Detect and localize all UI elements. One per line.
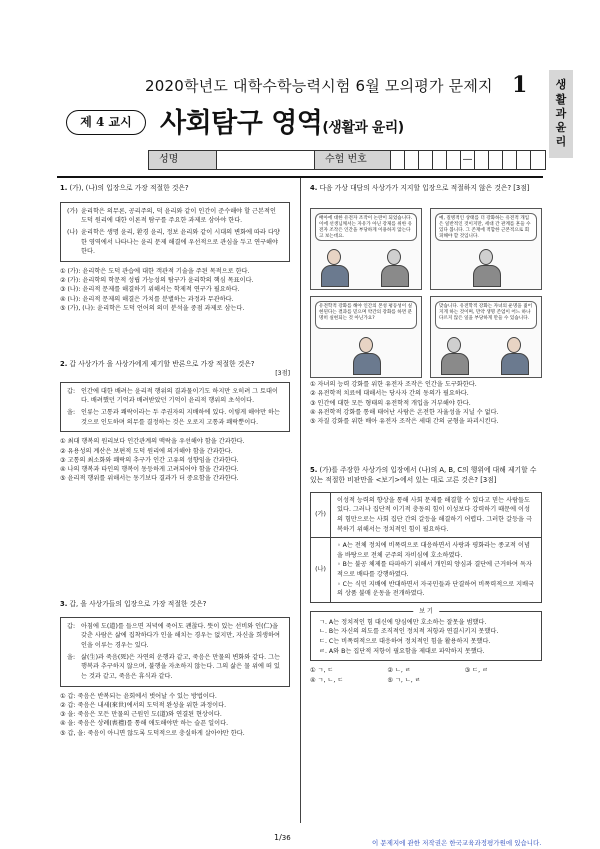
q3-passage-box [60, 617, 290, 687]
exam-number-cell[interactable] [475, 151, 489, 169]
q3-stem-text: 갑, 을 사상가들의 입장으로 가장 적절한 것은? [69, 600, 207, 608]
q2-passage-gap [67, 387, 283, 406]
exam-number-label: 수험 번호 [315, 151, 391, 169]
footer-page-indicator [274, 832, 291, 844]
passage-label: 을: [67, 409, 76, 417]
q5-option[interactable]: ③ ㄷ, ㄹ [464, 667, 489, 675]
side-tab-char: 활 [555, 92, 567, 106]
q5-score: [3점] [480, 475, 497, 484]
name-label: 성명 [149, 151, 217, 169]
passage-label: 갑: [67, 622, 76, 630]
candidate-info-row [148, 150, 546, 170]
passage-text: 아침에 도(道)를 들으면 저녁에 죽어도 괜찮다. 뜻이 있는 선비와 인(仁)을 갖춘 사람은 삶에 집착하다가 인을 해치는 경우는 없지만, 자신을 희생하여 인을 이루는 경우는 있다. [81, 622, 280, 650]
row-label: (나) [311, 538, 331, 602]
q3-option[interactable]: ⑤ 갑, 을: 죽음이 아니면 않도록 도덕적으로 충실하게 살아야만 한다. [60, 729, 245, 737]
q3-option[interactable]: ③ 을: 죽음은 모든 만물의 근원인 도(道)와 연결된 현상이다. [60, 711, 222, 719]
q5-option[interactable]: ⑤ ㄱ, ㄴ, ㄹ [387, 677, 421, 685]
q1-stem-text: (가), (나)의 입장으로 가장 적절한 것은? [69, 184, 189, 192]
page-number: 1 [512, 72, 528, 98]
torso-icon [473, 265, 501, 287]
subject-main: 사회탐구 영역 [160, 108, 323, 139]
exam-number-cell[interactable] [405, 151, 419, 169]
torso-icon [321, 265, 349, 287]
head-icon [387, 249, 401, 265]
q1-options [60, 267, 290, 313]
head-icon [447, 337, 461, 353]
q2-stem-text: 갑 사상가가 을 사상가에게 제기할 반론으로 가장 적절한 것은? [69, 360, 255, 368]
comic-panel-2 [430, 208, 542, 290]
na-item: ◦ B는 불공 체제를 타파하기 위해서 개인의 양심과 결단에 근거하여 독자적으로 배타를 강행하였다. [337, 561, 532, 578]
question-1 [60, 184, 290, 313]
q1-option[interactable]: ⑤ (가), (나): 윤리학은 도덕 언어의 의미 분석을 중점 과제로 삼는다. [60, 305, 245, 313]
row-text: 이성적 능력의 향상을 통해 사회 문제를 해결할 수 있다고 믿는 사람들도 있다. 그러나 집단적 이기적 충동의 힘이 이성보다 강력하기 때문에 이성의 힘만으로는 사회 집단 간의 갈등을 해결하기 어렵다. 그러한 갈등을 극복하기 위해서는 정치적인 힘이 필요하다. [337, 496, 532, 533]
side-tab-char: 윤 [555, 121, 567, 135]
passage-text: 인간에 대한 배려는 윤리적 행위의 결과물이기도 하지만 오히려 그 토대이다. 배려했던 기억과 배려받았던 기억이 윤리적 행위의 초석이다. [81, 387, 279, 405]
exam-number-dash: — [461, 151, 475, 169]
comic-panel-1 [310, 208, 422, 290]
bogi-item: ㄹ. A와 B는 집단적 저항이 필요함을 제대로 파악하지 못했다. [319, 647, 485, 655]
exam-title: 2020학년도 대학수학능력시험 6월 모의평가 문제지 [145, 77, 493, 95]
question-5 [310, 466, 542, 686]
q5-option[interactable]: ② ㄴ, ㄹ [387, 667, 411, 675]
name-field[interactable] [217, 151, 315, 169]
q1-stem [60, 184, 290, 194]
q3-option[interactable]: ① 갑: 죽음은 반복되는 윤회에서 벗어날 수 있는 방법이다. [60, 692, 217, 700]
head-icon [327, 249, 341, 265]
q2-stem [60, 360, 290, 370]
q5-option[interactable]: ④ ㄱ, ㄴ, ㄷ [310, 677, 344, 685]
copyright-notice: 이 문제지에 관한 저작권은 한국교육과정평가원에 있습니다. [372, 839, 542, 847]
q4-score: [3점] [513, 184, 530, 192]
exam-number-cell[interactable] [391, 151, 405, 169]
question-2 [60, 360, 290, 484]
q5-passage-table [310, 492, 542, 603]
passage-label: (나) [67, 229, 78, 237]
torso-icon [501, 353, 529, 375]
exam-number-cell[interactable] [447, 151, 461, 169]
na-item: ◦ C는 식민 지배에 반대하면서 자국민들과 단결하여 비폭력적으로 지배국의 상품 불매 운동을 전개하였다. [337, 580, 535, 598]
exam-number-cell[interactable] [489, 151, 503, 169]
footer-page: 1 [274, 833, 280, 842]
q5-number: 5. [310, 466, 318, 474]
q4-comic-strip [310, 208, 542, 378]
q3-option[interactable]: ④ 을: 죽음은 상례(喪禮)를 통해 애도해야만 하는 슬픈 일이다. [60, 720, 229, 728]
na-item: ◦ A는 전체 정치에 비폭력으로 대응하면서 사랑과 평화라는 종교적 이념을 바탕으로 전체 군주의 자비심에 호소하였다. [337, 542, 530, 559]
exam-number-cell[interactable] [503, 151, 517, 169]
exam-number-cell[interactable] [419, 151, 433, 169]
comic-panel-4 [430, 296, 542, 378]
q5-options [310, 666, 542, 686]
row-text [331, 538, 541, 602]
q3-stem [60, 600, 290, 610]
q2-option[interactable]: ④ 나의 행복과 타인의 행복이 동등하게 고려되어야 함을 간과한다. [60, 466, 239, 474]
footer-total: 36 [281, 834, 291, 842]
side-tab-char: 과 [555, 106, 567, 120]
subject-title [160, 104, 404, 143]
bogi-label: 보 기 [413, 607, 439, 616]
q4-stem-text: 다음 가상 대담의 사상가가 지지할 입장으로 적절하지 않은 것은? [319, 184, 512, 192]
side-tab-char: 리 [555, 135, 567, 149]
q5-bogi-box [310, 607, 542, 661]
q5-row-na [311, 538, 541, 602]
head-icon [359, 337, 373, 353]
speech-bubble: 배아에 대한 유전자 조작이 논란이 되었습니다. 이에 선생님께서는 자유가 아닌 강제를 위한 유전자 조작은 인간을 부당하게 이용하지 않는다고 보는데요. [315, 213, 417, 241]
q2-option[interactable]: ① 최대 행복의 원리보다 인간관계의 맥락을 우선해야 함을 간과한다. [60, 438, 245, 446]
head-icon [507, 337, 521, 353]
passage-label: 을: [67, 653, 76, 661]
q4-option[interactable]: ④ 유전학적 강화를 통해 태어난 사람은 온전한 자율성을 지닐 수 없다. [310, 408, 499, 416]
footer-slash: / [279, 833, 282, 842]
q5-option[interactable]: ① ㄱ, ㄷ [310, 667, 334, 675]
column-divider [300, 178, 301, 823]
exam-number-cell[interactable] [531, 151, 545, 169]
passage-label: 갑: [67, 387, 76, 395]
torso-icon [353, 353, 381, 375]
q2-option[interactable]: ③ 고통의 최소화와 쾌락의 추구가 인간 고유의 성향임을 간과한다. [60, 456, 239, 464]
bogi-item: ㄷ. C는 비폭력적으로 대응하여 정치적인 힘을 활용하지 못했다. [319, 638, 491, 645]
question-3 [60, 600, 290, 738]
subject-side-tab [549, 70, 573, 158]
q2-score: [3점] [275, 369, 290, 377]
q4-option[interactable]: ① 자녀의 능력 강화를 위한 유전자 조작은 인간을 도구화한다. [310, 381, 477, 388]
q5-stem-text: (가)를 주장한 사상가의 입장에서 (나)의 A, B, C의 행위에 대해 제기할 수 있는 적절한 비판만을 <보기>에서 있는 대로 고른 것은? [310, 466, 537, 484]
q1-passage-box [60, 202, 290, 262]
q3-option[interactable]: ② 갑: 죽음은 내세(來世)에서의 도덕적 완성을 위한 과정이다. [60, 701, 227, 709]
row-label: (가) [311, 493, 331, 537]
q3-passage-gap [67, 622, 283, 651]
q1-option[interactable]: ③ (나): 윤리적 문제를 해결하기 위해서는 학제적 연구가 필요하다. [60, 286, 240, 294]
q1-passage-na [67, 228, 283, 257]
speech-bubble: 예, 질병적인 상태를 더 강화하는 유전적 개입은 일반적인 것이지만, 세대 간 관계를 흔들 수 있다 봅니다. 그 존재에 적합한 근본적으로 회피해야 할 것입니다. [435, 213, 537, 241]
head-icon [479, 249, 493, 265]
bogi-item: ㄱ. A는 정치적인 힘 대신에 양심에만 호소하는 잘못을 범했다. [319, 618, 487, 626]
subject-sub: (생활과 윤리) [322, 120, 404, 136]
speech-bubble: 맞습니다. 유전학적 강화는 자녀의 운명을 짊어지게 하는 것이며, 만약 생명 존엄이 어느 하나 다르지 않은 일을 부당하게 만들 수 있습니다. [435, 301, 537, 329]
passage-text: 인류는 고통과 쾌락이라는 두 주권자의 지배하에 있다. 이렇게 해야만 하는 것으로 인도하며 의무를 결정하는 것은 오로지 고통과 쾌락뿐이다. [81, 409, 280, 426]
q4-number: 4. [310, 184, 318, 192]
q4-stem [310, 184, 542, 194]
q3-options [60, 692, 290, 738]
q4-option[interactable]: ② 유전학적 치료에 대해서는 당사자 간의 동의가 필요하다. [310, 390, 469, 398]
torso-icon [441, 353, 469, 375]
q5-stem [310, 466, 542, 486]
q2-option[interactable]: ⑤ 윤리적 행위를 위해서는 동기보다 결과가 더 중요함을 간과한다. [60, 475, 239, 483]
q1-number: 1. [60, 184, 68, 192]
q4-options [310, 380, 542, 426]
q4-option[interactable]: ⑤ 자질 강화를 위한 배아 유전자 조작은 세대 간의 균형을 파괴시킨다. [310, 418, 499, 426]
q3-passage-eul [67, 653, 283, 682]
bogi-item: ㄴ. B는 자신의 의도를 조직적인 정치적 저항과 연결시키지 못했다. [319, 628, 499, 636]
passage-label: (가) [67, 207, 78, 215]
exam-number-cell[interactable] [433, 151, 447, 169]
session-badge: 제 4 교시 [66, 110, 146, 135]
q1-option[interactable]: ④ (나): 윤리적 문제의 해결은 가치를 분별하는 과정과 무관하다. [60, 295, 234, 303]
comic-panel-3 [310, 296, 422, 378]
passage-text: 윤리학은 생명 윤리, 환경 윤리, 정보 윤리와 같이 시대의 변화에 따라 다양한 영역에서 나타나는 윤리 문제 해결에 우선적으로 관심을 두고 연구해야 한다. [81, 229, 280, 256]
exam-number-cell[interactable] [517, 151, 531, 169]
question-4 [310, 184, 542, 194]
q1-option[interactable]: ① (가): 윤리학은 도덕 관습에 대한 객관적 기술을 주된 목적으로 한다. [60, 267, 250, 275]
q4-option[interactable]: ③ 인간에 대한 모든 형태의 유전학적 개입을 거부해야 한다. [310, 399, 471, 407]
q2-passage-box [60, 382, 290, 432]
passage-text: 윤리학은 의무론, 공리주의, 덕 윤리와 같이 인간이 준수해야 할 근본적인 도덕 원리에 대한 이론적 탐구를 주요한 과제로 삼아야 한다. [81, 207, 276, 225]
speech-bubble: 유전학적 강화를 해야 인간의 본성 평등성이 실현된다는 결과를 믿으며 약간의 강화를 하면 분명히 실현되는 것 아닌가요? [315, 301, 417, 329]
q2-passage-eul [67, 408, 283, 427]
q1-option[interactable]: ② (가): 윤리학의 학문적 성립 가능성의 탐구가 윤리학의 핵심 목표이다. [60, 277, 254, 285]
q2-option[interactable]: ② 유용성의 계산은 보편적 도덕 원리에 의거해야 함을 간과한다. [60, 447, 233, 455]
q2-options [60, 437, 290, 483]
q1-passage-ga [67, 207, 283, 226]
q2-number: 2. [60, 360, 68, 368]
q3-number: 3. [60, 600, 68, 608]
passage-text: 삶(生)과 죽음(死)은 자연의 운행과 같고, 죽음은 만물의 변화와 같다. 그는 행복과 추구하지 않으며, 불행을 자초하지 않는다. 그의 삶은 물 위에 떠 있는 것과 같고, 죽음은 휴식과 같다. [81, 653, 281, 680]
side-tab-char: 생 [555, 78, 567, 92]
torso-icon [381, 265, 409, 287]
q5-row-ga [311, 493, 541, 538]
